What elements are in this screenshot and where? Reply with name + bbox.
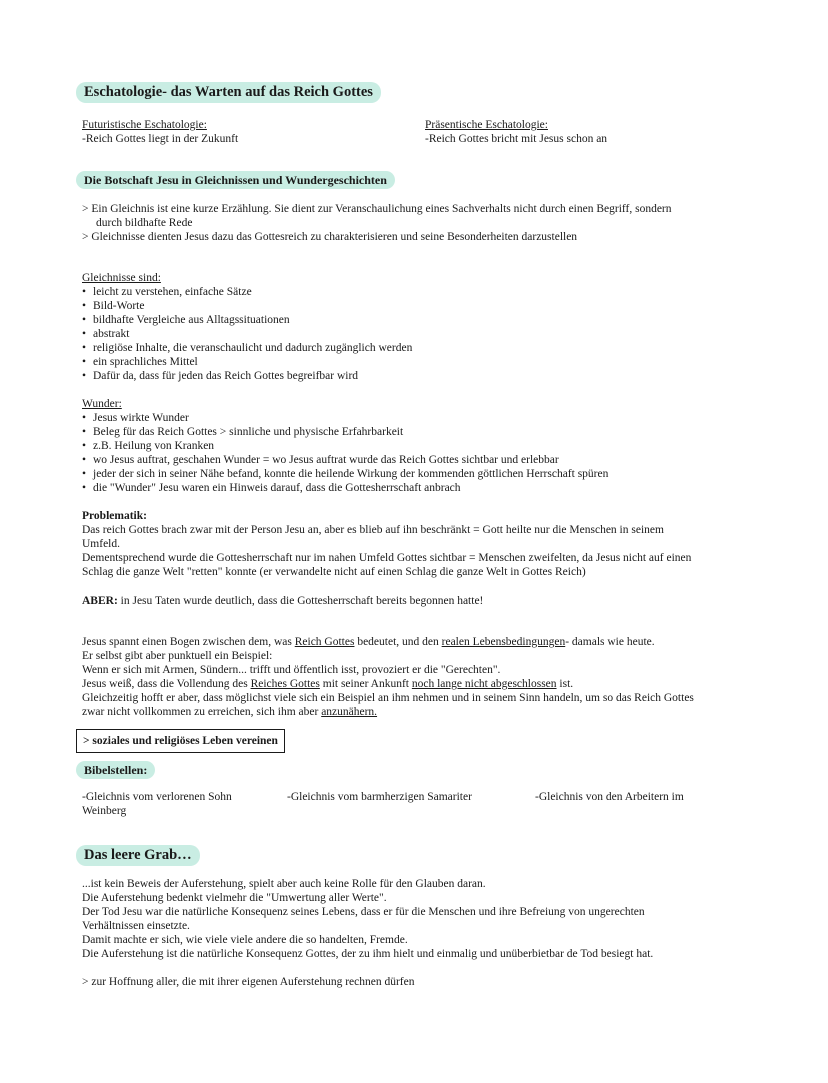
bridge-line: Wenn er sich mit Armen, Sündern... trifft und öffentlich isst, provoziert er die "Gerechten". <box>82 664 501 676</box>
parables-intro-line: > Ein Gleichnis ist eine kurze Erzählung. Sie dient zur Veranschaulichung eines Sachverhalts nicht durch einen Begriff, sondern <box>82 203 672 215</box>
underlined-span: Reich Gottes <box>294 636 355 648</box>
list-item: • wo Jesus auftrat, geschahen Wunder = wo Jesus auftrat wurde das Reich Gottes sichtbar und erlebbar <box>82 453 802 467</box>
underlined-span: anzunähern. <box>321 706 378 718</box>
list-item: • Bild-Worte <box>82 299 782 313</box>
underlined-span: Reiches Gottes <box>250 678 320 690</box>
problem-block <box>82 509 802 579</box>
text-span: bedeutet, und den <box>354 636 442 648</box>
list-item: • bildhafte Vergleiche aus Alltagssituationen <box>82 313 782 327</box>
bible-col-2 <box>287 790 472 804</box>
problem-line: Umfeld. <box>82 538 121 550</box>
grave-paragraph <box>82 877 802 989</box>
grave-heading: Das leere Grab… <box>76 845 200 866</box>
aber-paragraph <box>82 594 802 608</box>
bible-col-1 <box>82 790 232 818</box>
problem-line: Schlag die ganze Welt "retten" konnte (er verwandelte nicht auf einen Schlag die ganze Welt in Gottes Reich) <box>82 566 586 578</box>
futuristic-block <box>82 118 238 146</box>
bridge-line: Er selbst gibt aber punktuell ein Beispiel: <box>82 650 273 662</box>
parables-intro <box>82 202 782 244</box>
miracles-list-heading: Wunder: <box>82 398 122 410</box>
grave-line: Der Tod Jesu war die natürliche Konsequenz seines Lebens, dass er für die Menschen und ihre Befreiung von ungerechten <box>82 906 645 918</box>
problem-line: Dementsprechend wurde die Gottesherrschaft nur im nahen Umfeld Gottes sichtbar = Menschen zweifelten, da Jesus nicht auf einen <box>82 552 692 564</box>
present-text: -Reich Gottes bricht mit Jesus schon an <box>425 133 608 145</box>
text-span: Jesus weiß, dass die Vollendung des <box>82 678 251 690</box>
underlined-span: realen Lebensbedingungen <box>441 636 566 648</box>
futuristic-text: -Reich Gottes liegt in der Zukunft <box>82 133 239 145</box>
list-item: • Jesus wirkte Wunder <box>82 411 802 425</box>
parables-list-block <box>82 271 782 383</box>
text-span: Jesus spannt einen Bogen zwischen dem, was <box>82 636 295 648</box>
bridge-paragraph <box>82 635 802 719</box>
grave-line: Die Auferstehung ist die natürliche Konsequenz Gottes, der zu ihm hielt und einmalig und unüberbietbar de Tod besiegt hat. <box>82 948 654 960</box>
miracles-list-block <box>82 397 802 495</box>
page-title: Eschatologie- das Warten auf das Reich Gottes <box>76 82 381 103</box>
aber-text: in Jesu Taten wurde deutlich, dass die Gottesherrschaft bereits begonnen hatte! <box>117 595 484 607</box>
futuristic-heading: Futuristische Eschatologie: <box>82 119 207 131</box>
list-item: • Dafür da, dass für jeden das Reich Gottes begreifbar wird <box>82 369 782 383</box>
grave-line: Die Auferstehung bedenkt vielmehr die "Umwertung aller Werte". <box>82 892 387 904</box>
list-item: • die "Wunder" Jesu waren ein Hinweis darauf, dass die Gottesherrschaft anbrach <box>82 481 802 495</box>
bible-heading: Bibelstellen: <box>76 761 155 779</box>
aber-label: ABER: <box>82 595 118 607</box>
parables-intro-line: > Gleichnisse dienten Jesus dazu das Gottesreich zu charakterisieren und seine Besonderheiten darzustellen <box>82 231 578 243</box>
section-heading-parables: Die Botschaft Jesu in Gleichnissen und Wundergeschichten <box>76 171 395 189</box>
boxed-statement: > soziales und religiöses Leben vereinen <box>76 729 285 753</box>
grave-conclusion: > zur Hoffnung aller, die mit ihrer eigenen Auferstehung rechnen dürfen <box>82 976 415 988</box>
list-item: • leicht zu verstehen, einfache Sätze <box>82 285 782 299</box>
bible-reference: -Gleichnis vom barmherzigen Samariter <box>287 791 472 803</box>
list-item: • Beleg für das Reich Gottes > sinnliche und physische Erfahrbarkeit <box>82 425 802 439</box>
text-span: ist. <box>556 678 574 690</box>
bible-reference: -Gleichnis von den Arbeitern im <box>535 791 684 803</box>
text-span: mit seiner Ankunft <box>319 678 412 690</box>
text-span: zwar nicht vollkommen zu erreichen, sich ihm aber <box>82 706 322 718</box>
parables-intro-line: durch bildhafte Rede <box>96 217 193 229</box>
bridge-line: Gleichzeitig hofft er aber, dass möglichst viele sich ein Beispiel an ihm nehmen und in seinem Sinn handeln, um so das Reich Gottes <box>82 692 694 704</box>
present-block <box>425 118 607 146</box>
bible-col-3 <box>535 790 684 804</box>
problem-line: Das reich Gottes brach zwar mit der Person Jesu an, aber es blieb auf ihn beschränkt = Gott heilte nur die Menschen in seinem <box>82 524 664 536</box>
problem-heading: Problematik: <box>82 510 147 522</box>
bible-reference-cont: Weinberg <box>82 805 127 817</box>
miracles-list <box>82 411 802 495</box>
list-item: • jeder der sich in seiner Nähe befand, konnte die heilende Wirkung der kommenden göttlichen Herrschaft spüren <box>82 467 802 481</box>
parables-list <box>82 285 782 383</box>
list-item: • religiöse Inhalte, die veranschaulicht und dadurch zugänglich werden <box>82 341 782 355</box>
list-item: • abstrakt <box>82 327 782 341</box>
grave-line: Damit machte er sich, wie viele viele andere die so handelten, Fremde. <box>82 934 408 946</box>
bible-reference: -Gleichnis vom verlorenen Sohn <box>82 791 232 803</box>
present-heading: Präsentische Eschatologie: <box>425 119 548 131</box>
parables-list-heading: Gleichnisse sind: <box>82 272 161 284</box>
text-span: - damals wie heute. <box>565 636 655 648</box>
grave-line: Verhältnissen einsetzte. <box>82 920 190 932</box>
grave-line: ...ist kein Beweis der Auferstehung, spielt aber auch keine Rolle für den Glauben daran. <box>82 878 486 890</box>
list-item: • z.B. Heilung von Kranken <box>82 439 802 453</box>
list-item: • ein sprachliches Mittel <box>82 355 782 369</box>
underlined-span: noch lange nicht abgeschlossen <box>411 678 557 690</box>
